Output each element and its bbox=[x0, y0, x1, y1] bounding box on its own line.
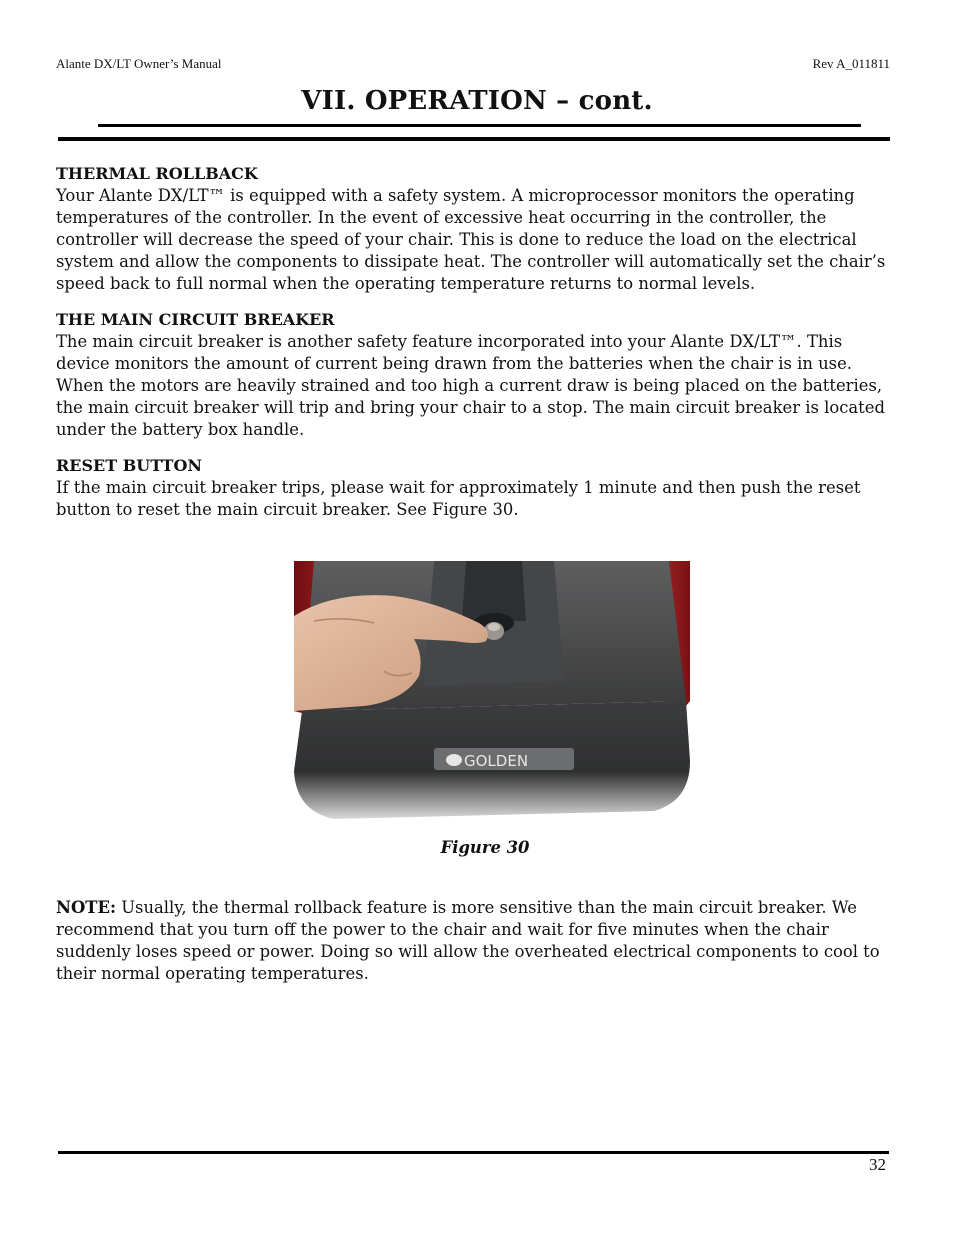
section-heading: THE MAIN CIRCUIT BREAKER bbox=[56, 310, 335, 329]
footer-rule bbox=[58, 1151, 889, 1154]
header-revision: Rev A_011811 bbox=[812, 56, 890, 71]
main-content bbox=[56, 163, 898, 535]
section-reset-button bbox=[56, 455, 898, 521]
section-heading: RESET BUTTON bbox=[56, 456, 202, 475]
title-rule-lower bbox=[58, 137, 890, 141]
header-manual-title: Alante DX/LT Owner’s Manual bbox=[56, 56, 222, 71]
section-thermal-rollback bbox=[56, 163, 898, 295]
figure-30-photo bbox=[294, 561, 690, 824]
section-body: The main circuit breaker is another safety feature incorporated into your Alante DX/LT™. This device monitors the amount of current being drawn from the batteries when the chair is in use. When the motors are heavily strained and too high a current draw is being placed on the batteries, the main circuit breaker will trip and bring your chair to a stop. The main circuit breaker is located under the battery box handle. bbox=[56, 332, 885, 439]
title-rule-upper bbox=[98, 124, 861, 127]
note-text: Usually, the thermal rollback feature is more sensitive than the main circuit breaker. We recommend that you turn off the power to the chair and wait for five minutes when the chair suddenly loses speed or power. Doing so will allow the overheated electrical components to cool to their normal operating temperatures. bbox=[56, 898, 880, 983]
figure-caption: Figure 30 bbox=[440, 838, 530, 857]
note-paragraph bbox=[56, 897, 898, 985]
section-body: If the main circuit breaker trips, please wait for approximately 1 minute and then push the reset button to reset the main circuit breaker. See Figure 30. bbox=[56, 478, 861, 519]
section-heading: THERMAL ROLLBACK bbox=[56, 164, 258, 183]
page-number: 32 bbox=[869, 1155, 886, 1174]
page-title: VII. OPERATION – cont. bbox=[301, 86, 653, 116]
section-body: Your Alante DX/LT™ is equipped with a safety system. A microprocessor monitors the operating temperatures of the controller. In the event of excessive heat occurring in the controller, the controller will decrease the speed of your chair. This is done to reduce the load on the electrical system and allow the components to dissipate heat. The controller will automatically set the chair’s speed back to full normal when the operating temperature returns to normal levels. bbox=[56, 186, 886, 293]
section-main-circuit-breaker bbox=[56, 309, 898, 441]
golden-logo-text: GOLDEN bbox=[464, 752, 529, 770]
note-label: NOTE: bbox=[56, 898, 117, 917]
